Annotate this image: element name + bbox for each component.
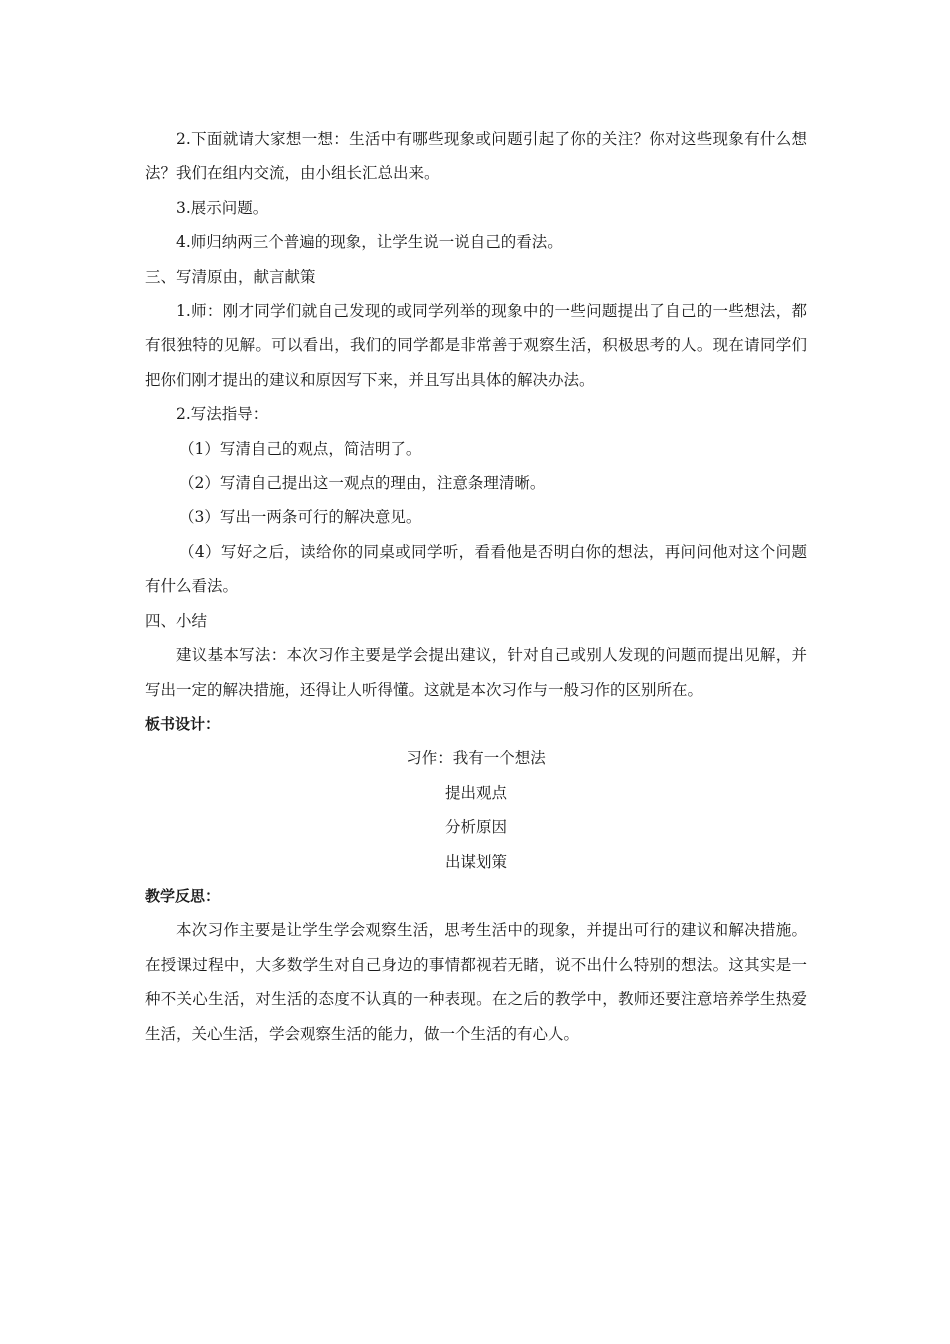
board-line-1: 提出观点 (444, 783, 507, 802)
section-heading-3: 三、写清原由，献言献策 (145, 267, 316, 286)
board-title: 习作：我有一个想法 (406, 749, 546, 768)
paragraph-show-problems: 3.展示问题。 (176, 198, 269, 217)
board-line-3: 出谋划策 (444, 852, 507, 871)
section-heading-4: 四、小结 (145, 611, 208, 630)
guide-item-2: （2）写清自己提出这一观点的理由，注意条理清晰。 (179, 474, 546, 493)
paragraph-summarize: 4.师归纳两三个普遍的现象，让学生说一说自己的看法。 (176, 233, 563, 252)
board-line-2: 分析原因 (444, 818, 507, 837)
paragraph-discuss: 2.下面就请大家想一想：生活中有哪些现象或问题引起了你的关注？你对这些现象有什么想法？我们在组内交流，由小组长汇总出来。 (145, 130, 807, 183)
reflection-body: 本次习作主要是让学生学会观察生活，思考生活中的现象，并提出可行的建议和解决措施。在授课过程中，大多数学生对自己身边的事情都视若无睹，说不出什么特别的想法。这其实是一种不关心生活，对生活的态度不认真的一种表现。在之后的教学中，教师还要注意培养学生热爱生活，关心生活，学会观察生活的能力，做一个生活的有心人。 (145, 921, 807, 1043)
guide-item-3: （3）写出一两条可行的解决意见。 (179, 508, 422, 527)
board-design-heading: 板书设计： (145, 714, 221, 733)
paragraph-writing-guide: 2.写法指导： (176, 405, 269, 424)
document-body (145, 122, 807, 1051)
guide-item-1: （1）写清自己的观点，简洁明了。 (179, 439, 422, 458)
paragraph-teacher-speech: 1.师：刚才同学们就自己发现的或同学列举的现象中的一些问题提出了自己的一些想法，都有很独特的见解。可以看出，我们的同学都是非常善于观察生活，积极思考的人。现在请同学们把你们刚才提出的建议和原因写下来，并且写出具体的解决办法。 (145, 302, 807, 389)
guide-item-4: （4）写好之后，读给你的同桌或同学听，看看他是否明白你的想法，再问问他对这个问题有什么看法。 (145, 542, 807, 596)
paragraph-summary: 建议基本写法：本次习作主要是学会提出建议，针对自己或别人发现的问题而提出见解，并写出一定的解决措施，还得让人听得懂。这就是本次习作与一般习作的区别所在。 (145, 646, 807, 699)
reflection-heading: 教学反思： (145, 886, 221, 905)
